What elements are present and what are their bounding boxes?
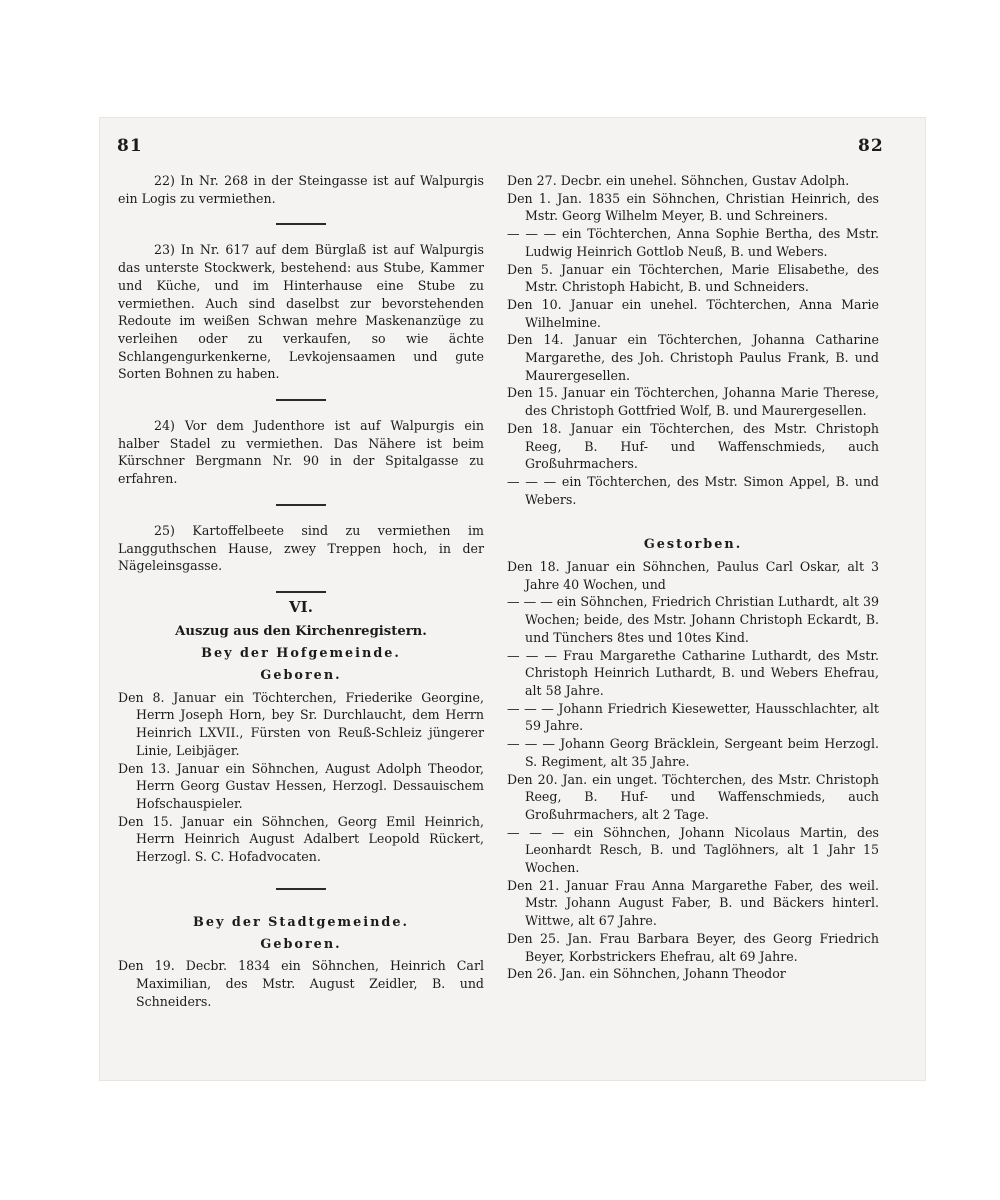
register-entry: Den 18. Januar ein Töchterchen, des Mstr. Christoph Reeg, B. Huf- und Waffenschmieds, auch Großuhrmachers. [507,420,879,472]
register-entry: Den 26. Jan. ein Söhnchen, Johann Theodor [507,966,786,982]
register-entry: Den 21. Januar Frau Anna Margarethe Faber, des weil. Mstr. Johann August Faber, B. und Bäckers hinterl. Wittwe, alt 67 Jahre. [507,877,879,929]
separator-rule [276,223,326,225]
page-number-left: 81 [117,136,143,156]
register-entry: Den 18. Januar ein Söhnchen, Paulus Carl Oskar, alt 3 Jahre 40 Wochen, und [507,559,879,592]
left-column [118,172,484,1010]
geboren-heading: Geboren. [260,936,342,952]
register-entry: — — — ein Töchterchen, des Mstr. Simon Appel, B. und Webers. [507,473,879,507]
advertisement-24: 24) Vor dem Judenthore ist auf Walpurgis ein halber Stadel zu vermiethen. Das Nähere ist beim Kürschner Bergmann Nr. 90 in der Spitalgasse zu erfahren. [118,418,484,487]
register-entry: — — — Johann Georg Bräcklein, Sergeant beim Herzogl. S. Regiment, alt 35 Jahre. [507,736,879,769]
section-title: Auszug aus den Kirchenregistern. [175,623,427,639]
geboren-heading: Geboren. [260,668,342,684]
register-entry: Den 20. Jan. ein unget. Töchterchen, des Mstr. Christoph Reeg, B. Huf- und Waffenschmieds, auch Großuhrmachers, alt 2 Tage. [507,771,879,822]
advertisement-23: 23) In Nr. 617 auf dem Bürglaß ist auf Walpurgis das unterste Stockwerk, bestehend: aus Stube, Kammer und Küche, und im Hinterhause eine Stube zu vermiethen. Auch sind daselbst zur bevorstehenden Redoute im weißen Schwan mehre Maskenanzüge zu verleihen oder zu verkaufen, so wie ächte Schlangengurkenkerne, Levkojensaamen und gute Sorten Bohnen zu haben. [118,242,484,382]
register-entry: Den 15. Januar ein Töchterchen, Johanna Marie Therese, des Christoph Gottfried Wolf, B. und Maurergesellen. [507,385,879,419]
separator-rule [276,504,326,506]
register-entry: Den 1. Jan. 1835 ein Söhnchen, Christian Heinrich, des Mstr. Georg Wilhelm Meyer, B. und Schreiners. [507,190,879,224]
register-entry: — — — ein Töchterchen, Anna Sophie Bertha, des Mstr. Ludwig Heinrich Gottlob Neuß, B. und Webers. [507,226,879,259]
register-entry: Den 14. Januar ein Töchterchen, Johanna Catharine Margarethe, des Joh. Christoph Paulus Frank, B. und Maurergesellen. [507,332,879,383]
register-entry: Den 15. Januar ein Söhnchen, Georg Emil Heinrich, Herrn Heinrich August Adalbert Leopold Rückert, Herzogl. S. C. Hofadvocaten. [118,813,484,865]
register-entry: — — — Frau Margarethe Catharine Luthardt, des Mstr. Christoph Heinrich Luthardt, B. und Webers Ehefrau, alt 58 Jahre. [507,647,879,698]
right-column [507,172,879,983]
separator-rule [276,591,326,593]
register-entry: Den 5. Januar ein Töchterchen, Marie Elisabethe, des Mstr. Christoph Habicht, B. und Schneiders. [507,261,879,295]
register-entry: Den 27. Decbr. ein unehel. Söhnchen, Gustav Adolph. [507,173,850,188]
page-number-right: 82 [858,136,884,156]
advertisement-22: 22) In Nr. 268 in der Steingasse ist auf Walpurgis ein Logis zu vermiethen. [118,173,484,206]
separator-rule [276,888,326,890]
register-entry: — — — Johann Friedrich Kiesewetter, Hausschlachter, alt 59 Jahre. [507,700,879,734]
register-entry: Den 13. Januar ein Söhnchen, August Adolph Theodor, Herrn Georg Gustav Hessen, Herzogl. Dessauischem Hofschauspieler. [118,760,484,811]
hofgemeinde-heading: Bey der Hofgemeinde. [201,646,401,662]
register-entry: Den 19. Decbr. 1834 ein Söhnchen, Heinrich Carl Maximilian, des Mstr. August Zeidler, B. und Schneiders. [118,958,484,1009]
separator-rule [276,399,326,401]
section-number: VI. [289,597,313,616]
register-entry: Den 25. Jan. Frau Barbara Beyer, des Georg Friedrich Beyer, Korbstrickers Ehefrau, alt 69 Jahre. [507,930,879,964]
register-entry: — — — ein Söhnchen, Johann Nicolaus Martin, des Leonhardt Resch, B. und Taglöhners, alt 1 Jahr 15 Wochen. [507,824,879,876]
register-entry: Den 10. Januar ein unehel. Töchterchen, Anna Marie Wilhelmine. [507,296,879,330]
register-entry: — — — ein Söhnchen, Friedrich Christian Luthardt, alt 39 Wochen; beide, des Mstr. Johann Christoph Eckardt, B. und Tünchers 8tes und 10tes Kind. [507,594,879,645]
advertisement-25: 25) Kartoffelbeete sind zu vermiethen im Langguthschen Hause, zwey Treppen hoch, in der Nägeleinsgasse. [118,522,484,574]
gestorben-heading: Gestorben. [643,537,743,553]
stadtgemeinde-heading: Bey der Stadtgemeinde. [193,914,409,930]
register-entry: Den 8. Januar ein Töchterchen, Friederike Georgine, Herrn Joseph Horn, bey Sr. Durchlaucht, dem Herrn Heinrich LXVII., Fürsten von Reuß-Schleiz jüngerer Linie, Leibjäger. [118,689,484,758]
